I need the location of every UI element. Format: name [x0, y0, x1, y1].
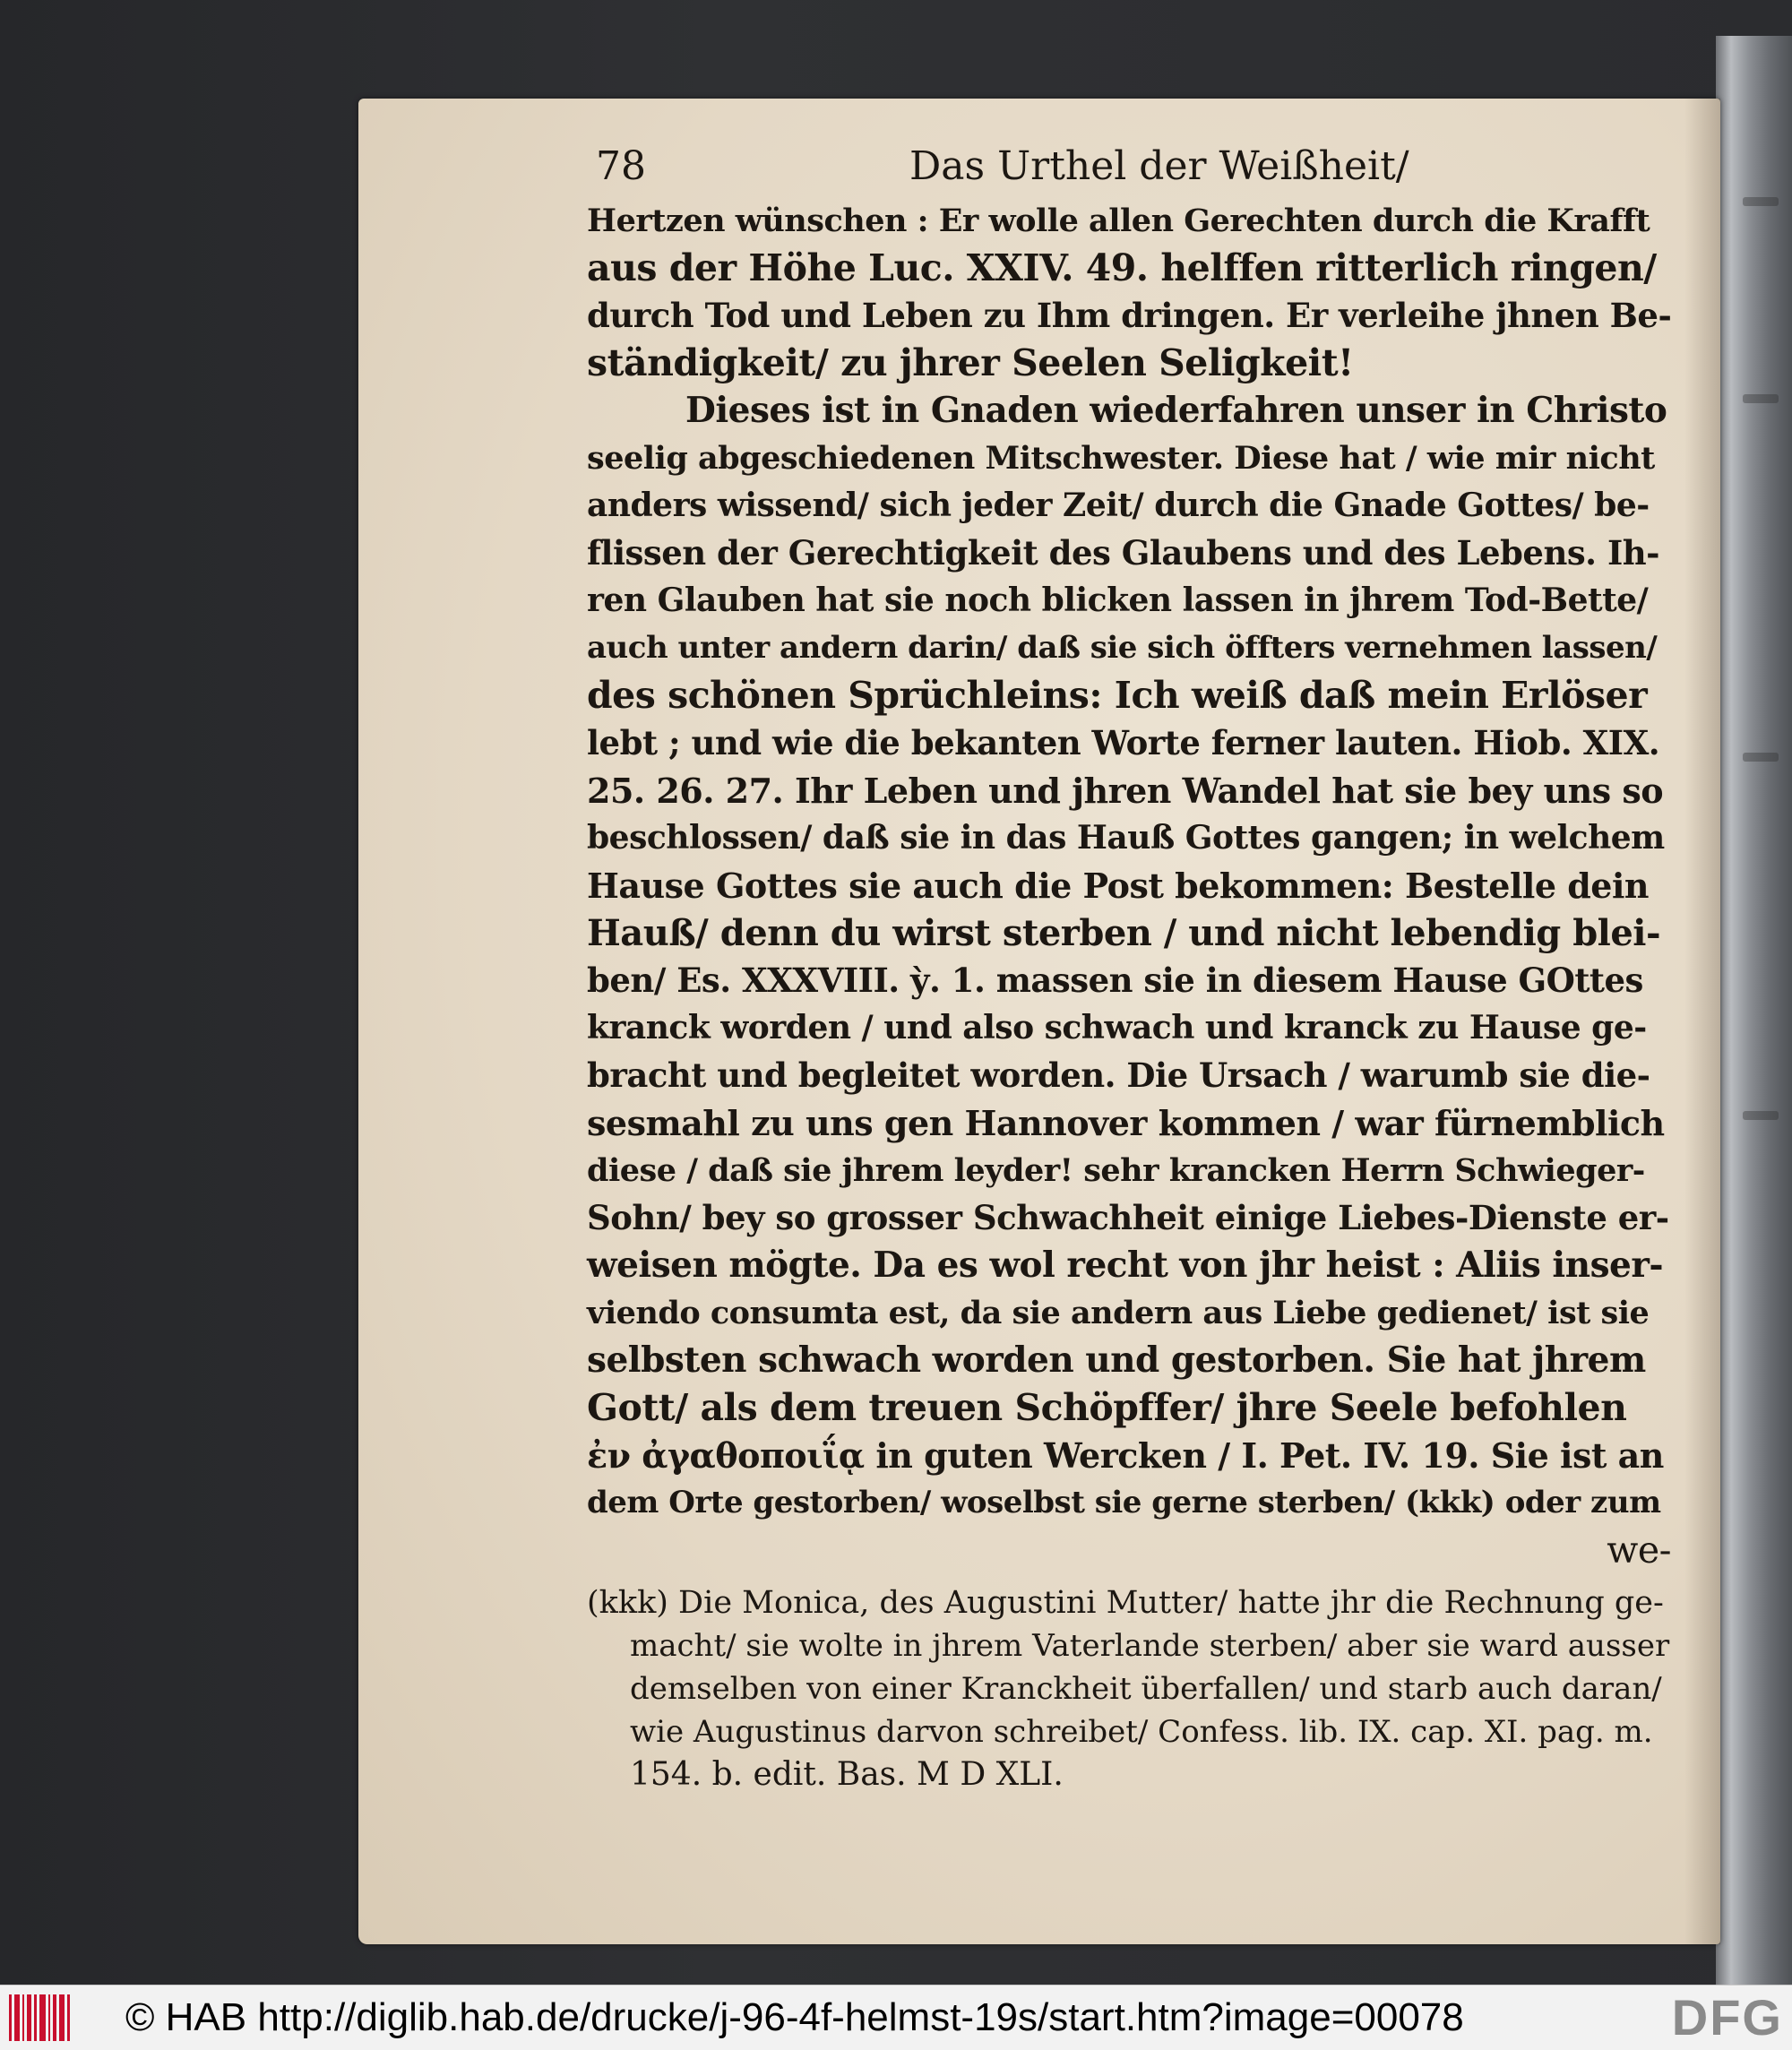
body-text: [587, 197, 1671, 1574]
text-line: durch Tod und Leben zu Ihm dringen. Er verleihe jhnen Be-: [587, 296, 1672, 335]
text-line: lebt ; und wie die bekanten Worte ferner lauten. Hiob. XIX.: [587, 723, 1660, 762]
text-line: des schönen Sprüchleins: Ich weiß daß mein Erlöser: [587, 674, 1648, 717]
footnote-line: 154. b. edit. Bas. M D XLI.: [630, 1756, 1064, 1793]
text-line: ren Glauben hat sie noch blicken lassen in jhrem Tod-Bette/: [587, 581, 1649, 619]
text-line: beschlossen/ daß sie in das Hauß Gottes gangen; in welchem: [587, 819, 1665, 857]
text-line: aus der Höhe Luc. XXIV. 49. helffen ritterlich ringen/: [587, 246, 1657, 289]
page-number: 78: [596, 143, 646, 189]
catchword: we-: [1607, 1529, 1671, 1572]
text-line: Hauß/ denn du wirst sterben / und nicht lebendig blei-: [587, 912, 1661, 954]
facing-page-ink-mark: [1743, 1111, 1779, 1120]
dfg-logo: DFG: [1671, 1989, 1783, 2046]
book-page: [358, 99, 1720, 1944]
facing-page-edge: [1716, 36, 1792, 1985]
text-line: viendo consumta est, da sie andern aus Liebe gedienet/ ist sie: [587, 1295, 1650, 1331]
footnote-line: demselben von einer Kranckheit überfallen/ und starb auch daran/: [630, 1671, 1662, 1707]
text-line: diese / daß sie jhrem leyder! sehr krancken Herrn Schwieger-: [587, 1152, 1645, 1189]
text-line: ben/ Es. XXXVIII. ỳ. 1. massen sie in diesem Hause GOttes: [587, 960, 1643, 1000]
text-line: ständigkeit/ zu jhrer Seelen Seligkeit!: [587, 341, 1354, 384]
text-line: Dieses ist in Gnaden wiederfahren unser in Christo: [685, 390, 1667, 431]
text-line: selbsten schwach worden und gestorben. Sie hat jhrem: [587, 1339, 1646, 1381]
text-line: weisen mögte. Da es wol recht von jhr heist : Aliis inser-: [587, 1245, 1664, 1286]
barcode-icon: [9, 1994, 72, 2041]
text-line: 25. 26. 27. Ihr Leben und jhren Wandel hat sie bey uns so: [587, 771, 1664, 811]
viewer-footer: [0, 1985, 1792, 2050]
text-line: ἐν ἀγαθοποιΐᾳ in guten Wercken / I. Pet. IV. 19. Sie ist an: [587, 1435, 1664, 1476]
page-text-block: [587, 143, 1671, 1796]
facing-page-ink-mark: [1743, 394, 1779, 403]
text-line: kranck worden / und also schwach und kranck zu Hause ge-: [587, 1009, 1647, 1047]
text-line: Gott/ als dem treuen Schöpffer/ jhre Seele befohlen: [587, 1386, 1627, 1429]
text-line: dem Orte gestorben/ woselbst sie gerne sterben/ (kkk) oder zum: [587, 1485, 1661, 1520]
page-header: [587, 143, 1671, 197]
text-line: sesmahl zu uns gen Hannover kommen / war fürnemblich: [587, 1103, 1665, 1143]
running-title: Das Urthel der Weißheit/: [909, 143, 1409, 189]
text-line: bracht und begleitet worden. Die Ursach / warumb sie die-: [587, 1055, 1650, 1095]
facing-page-ink-mark: [1743, 197, 1779, 206]
footnote-line: (kkk) Die Monica, des Augustini Mutter/ hatte jhr die Rechnung ge-: [587, 1585, 1664, 1621]
text-line: seelig abgeschiedenen Mitschwester. Diese hat / wie mir nicht: [587, 440, 1655, 477]
text-line: auch unter andern darin/ daß sie sich öffters vernehmen lassen/: [587, 630, 1658, 666]
footnote-line: wie Augustinus darvon schreibet/ Confess. lib. IX. cap. XI. pag. m.: [630, 1714, 1653, 1750]
footnote-block: [587, 1581, 1671, 1796]
text-line: Sohn/ bey so grosser Schwachheit einige Liebes-Dienste er-: [587, 1198, 1669, 1237]
facing-page-ink-mark: [1743, 753, 1779, 762]
text-line: Hause Gottes sie auch die Post bekommen: Bestelle dein: [587, 866, 1650, 906]
footnote-line: macht/ sie wolte in jhrem Vaterlande sterben/ aber sie ward ausser: [630, 1628, 1670, 1664]
text-line: anders wissend/ sich jeder Zeit/ durch die Gnade Gottes/ be-: [587, 487, 1650, 524]
text-line: flissen der Gerechtigkeit des Glaubens und des Lebens. Ih-: [587, 533, 1660, 573]
text-line: Hertzen wünschen : Er wolle allen Gerechten durch die Krafft: [587, 202, 1650, 239]
copyright-link[interactable]: © HAB http://diglib.hab.de/drucke/j-96-4f-helmst-19s/start.htm?image=00078: [125, 1995, 1464, 2039]
